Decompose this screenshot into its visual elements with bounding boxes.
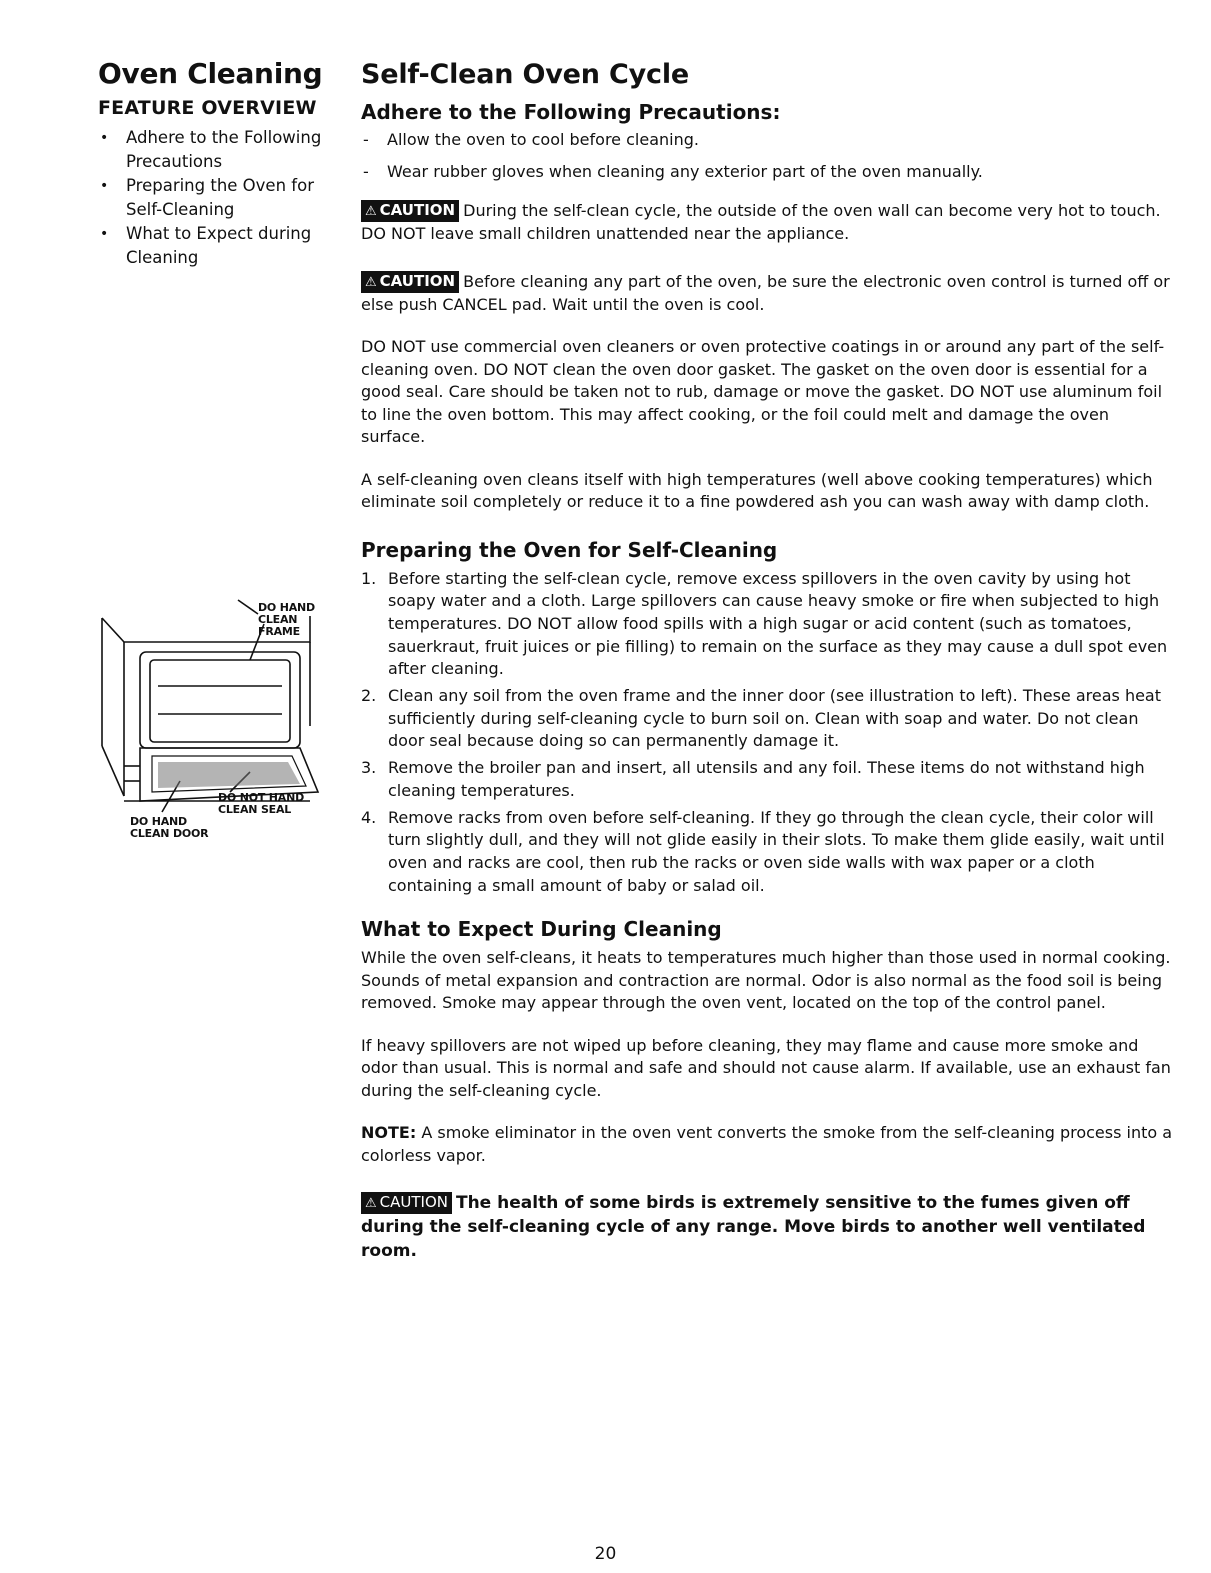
note-paragraph: NOTE: A smoke eliminator in the oven vent converts the smoke from the self-cleaning process into a colorless vapor. (361, 1123, 1173, 1165)
preparing-steps (361, 568, 1176, 898)
caution-paragraph: ⚠ CAUTION Before cleaning any part of the oven, be sure the electronic oven control is turned off or else push CANCEL pad. Wait until the oven is cool. (361, 272, 1170, 314)
section-title: Oven Cleaning (98, 57, 323, 90)
note-label: NOTE: (361, 1123, 417, 1143)
dash-icon: - (363, 130, 369, 149)
caution-paragraph: ⚠ CAUTION During the self-clean cycle, the outside of the oven wall can become very hot to touch. DO NOT leave small children unattended near the appliance. (361, 201, 1161, 243)
body-paragraph: If heavy spillovers are not wiped up before cleaning, they may flame and cause more smoke and odor than usual. This is normal and safe and should not cause alarm. If available, use an exhaust fan during the self-cleaning cycle. (361, 1035, 1171, 1100)
page-title: Self-Clean Oven Cycle (361, 59, 689, 90)
body-paragraph: A self-cleaning oven cleans itself with high temperatures (well above cooking temperatures) which eliminate soil completely or reduce it to a fine powdered ash you can wash away with damp cloth. (361, 469, 1153, 511)
body-paragraph: DO NOT use commercial oven cleaners or oven protective coatings in or around any part of the self-cleaning oven. DO NOT clean the oven door gasket. The gasket on the oven door is essential for a good seal. Care should be taken not to rub, damage or move the gasket. DO NOT use aluminum foil to line the oven bottom. This may affect cooking, or the foil could melt and damage the oven surface. (361, 337, 1165, 446)
precautions-heading: Adhere to the Following Precautions: (361, 100, 781, 124)
main-content (361, 58, 1176, 1263)
precaution-item: - Allow the oven to cool before cleaning. (361, 128, 1176, 152)
caution-paragraph: ⚠ CAUTION The health of some birds is extremely sensitive to the fumes given off during the self-cleaning cycle of any range. Move birds to another well ventilated room. (361, 1193, 1146, 1262)
warning-triangle-icon: ⚠ (365, 204, 377, 219)
feature-overview-heading: FEATURE OVERVIEW (98, 97, 317, 119)
overview-item: • Adhere to the Following Precautions (100, 128, 322, 171)
preparing-heading: Preparing the Oven for Self-Cleaning (361, 537, 778, 562)
label-hand-clean-door: DO HAND CLEAN DOOR (130, 815, 209, 840)
label-hand-clean-frame: DO HAND CLEAN FRAME (258, 601, 315, 638)
step-item: 2. Clean any soil from the oven frame and the inner door (see illustration to left). These areas heat sufficiently during self-cleaning cycle to burn soil on. Clean with soap and water. Do not clean door seal because doing so can permanently damage it. (361, 686, 1161, 751)
overview-item: • Preparing the Oven for Self-Cleaning (100, 176, 314, 219)
expect-heading: What to Expect During Cleaning (361, 917, 722, 942)
feature-overview-sidebar (98, 56, 338, 270)
step-item: 3. Remove the broiler pan and insert, all utensils and any foil. These items do not withstand high cleaning temperatures. (361, 758, 1145, 800)
label-no-hand-clean-seal: DO NOT HAND CLEAN SEAL (218, 791, 305, 816)
oven-illustration (100, 596, 340, 846)
caution-badge: ⚠ CAUTION (361, 271, 459, 293)
bullet-icon: • (100, 130, 109, 146)
page-number: 20 (594, 1544, 617, 1564)
overview-list (98, 126, 338, 270)
precaution-item: - Wear rubber gloves when cleaning any exterior part of the oven manually. (361, 160, 1176, 184)
bullet-icon: • (100, 178, 109, 194)
warning-triangle-icon: ⚠ (365, 275, 377, 290)
step-item: 1. Before starting the self-clean cycle, remove excess spillovers in the oven cavity by using hot soapy water and a cloth. Large spillovers can cause heavy smoke or fire when subjected to high temperatures. DO NOT allow food spills with a high sugar or acid content (such as tomatoes, sauerkraut, fruit juices or pie filling) to remain on the surface as they may cause a dull spot even after cleaning. (361, 568, 1168, 679)
warning-triangle-icon: ⚠ (365, 1196, 377, 1212)
overview-item: • What to Expect during Cleaning (100, 224, 312, 267)
step-item: 4. Remove racks from oven before self-cleaning. If they go through the clean cycle, their color will turn slightly dull, and they will not glide easily in their slots. To make them glide easily, wait until oven and racks are cool, then rub the racks or oven side walls with wax paper or a cloth containing a small amount of baby or salad oil. (361, 807, 1165, 895)
bullet-icon: • (100, 226, 109, 242)
caution-badge: ⚠ CAUTION (361, 200, 459, 222)
dash-icon: - (363, 162, 369, 181)
caution-badge: ⚠ CAUTION (361, 1192, 452, 1214)
body-paragraph: While the oven self-cleans, it heats to temperatures much higher than those used in normal cooking. Sounds of metal expansion and contraction are normal. Odor is also normal as the food soil is being removed. Smoke may appear through the oven vent, located on the top of the control panel. (361, 948, 1171, 1013)
precautions-list (361, 128, 1176, 184)
